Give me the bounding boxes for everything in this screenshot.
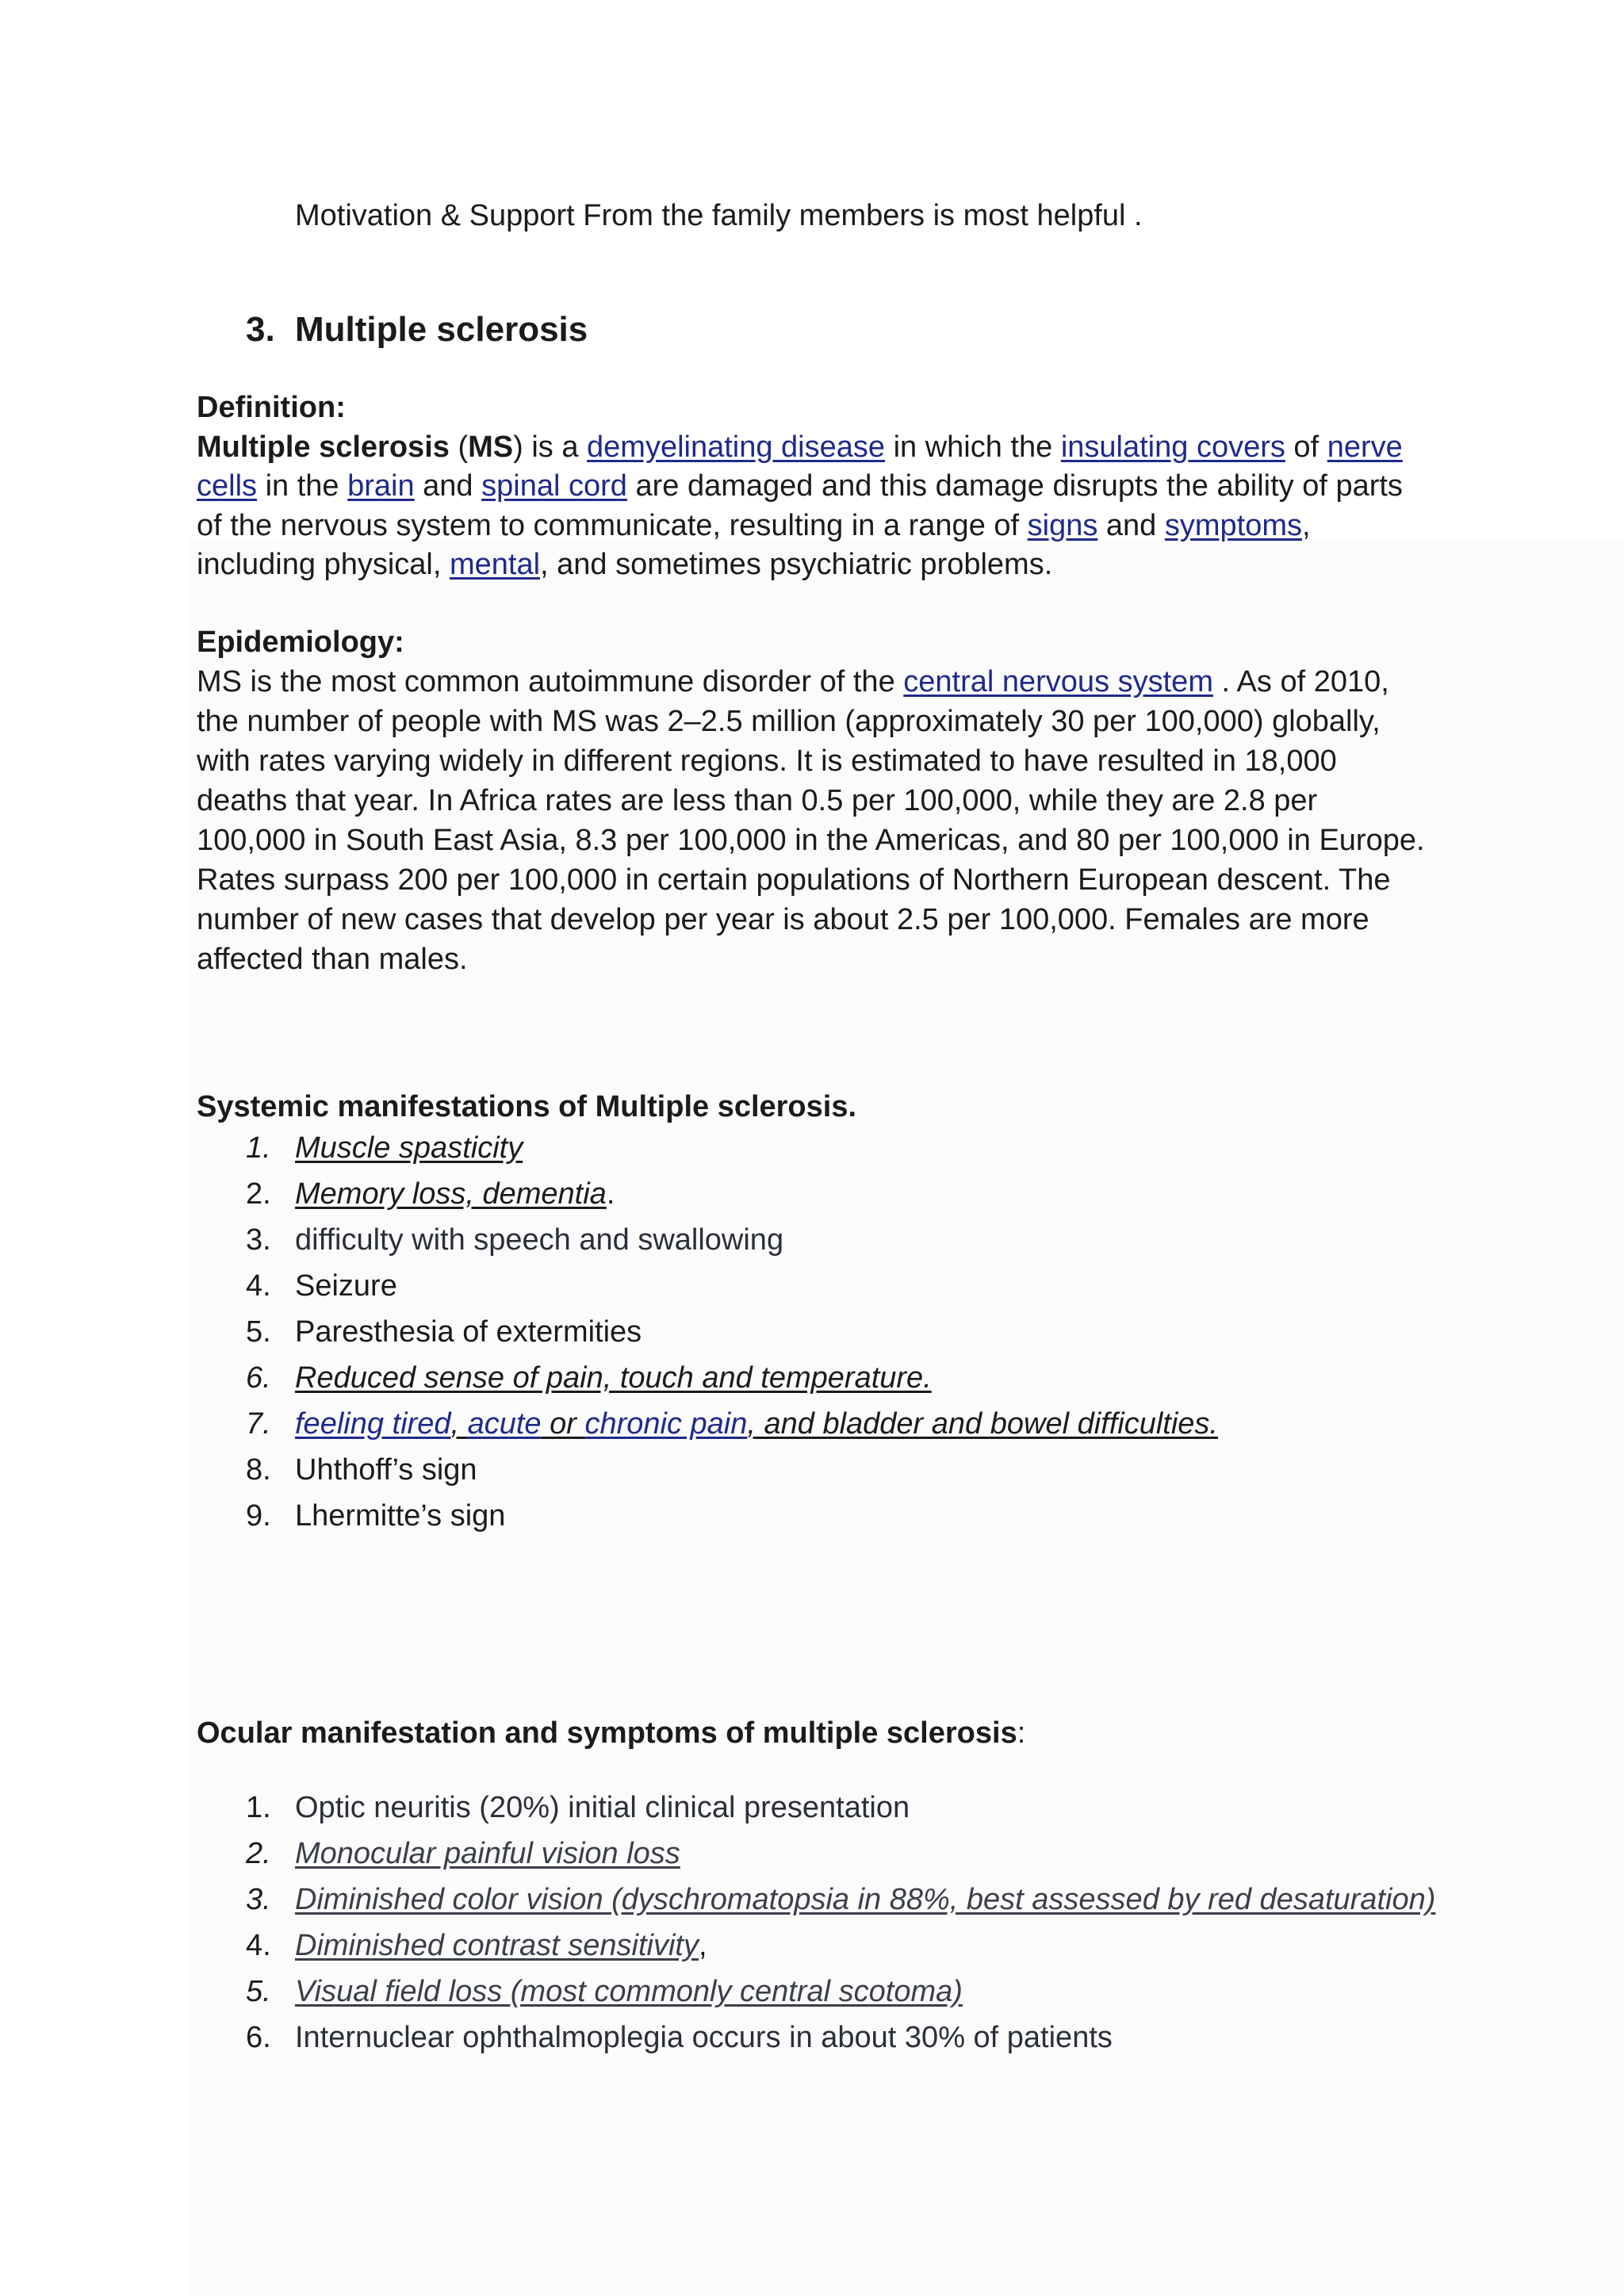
definition-text: ,: [1302, 509, 1311, 542]
epidemiology-heading: Epidemiology:: [197, 626, 404, 659]
list-text: Visual field loss (most commonly central scotoma): [295, 1975, 963, 2008]
definition-text: in which the: [885, 430, 1061, 464]
definition-abbr: MS: [468, 430, 514, 464]
list-number: 4.: [246, 1269, 271, 1303]
list-number: 2.: [246, 1177, 271, 1211]
link-demyelinating-disease[interactable]: demyelinating disease: [587, 430, 886, 464]
list-item: [246, 1451, 477, 1489]
definition-line-3: [197, 507, 1311, 545]
list-item: [246, 1267, 397, 1305]
motivation-text: Motivation & Support From the family members is most helpful .: [295, 199, 1143, 232]
list-text: Muscle spasticity: [295, 1131, 523, 1165]
list-number: 1.: [246, 1131, 271, 1165]
definition-text: , and sometimes psychiatric problems.: [540, 548, 1053, 581]
list-text: Paresthesia of extermities: [295, 1315, 642, 1349]
epidemiology-line-4: deaths that year. In Africa rates are less than 0.5 per 100,000, while they are 2.8 per: [197, 784, 1318, 817]
epidemiology-line-6: Rates surpass 200 per 100,000 in certain populations of Northern European descent. The: [197, 863, 1391, 897]
definition-text: in the: [257, 469, 348, 503]
definition-term: Multiple sclerosis: [197, 430, 450, 464]
ocular-heading: [197, 1714, 1025, 1752]
list-text: Monocular painful vision loss: [295, 1837, 680, 1870]
definition-text: of: [1285, 430, 1327, 464]
definition-text: ) is a: [513, 430, 588, 464]
epidemiology-line-2: the number of people with MS was 2–2.5 million (approximately 30 per 100,000) globally,: [197, 705, 1381, 738]
list-text-suffix: .: [606, 1177, 615, 1211]
list-item: [246, 1973, 963, 2011]
epidemiology-line-3: with rates varying widely in different regions. It is estimated to have resulted in 18,000: [197, 744, 1337, 778]
epidemiology-text: MS is the most common autoimmune disorder of the: [197, 665, 904, 698]
list-item: [246, 2019, 1113, 2057]
list-number: 6.: [246, 2021, 271, 2054]
ocular-heading-text: Ocular manifestation and symptoms of multiple sclerosis: [197, 1716, 1017, 1750]
link-central-nervous-system[interactable]: central nervous system: [903, 665, 1213, 698]
ocular-heading-colon: :: [1017, 1716, 1026, 1750]
link-nerve[interactable]: nerve: [1327, 430, 1403, 464]
list-number: 4.: [246, 1929, 271, 1962]
list-item: [246, 1497, 505, 1535]
definition-line-1: [197, 428, 1403, 466]
link-symptoms[interactable]: symptoms: [1164, 509, 1303, 542]
list-number: 3.: [246, 1223, 271, 1257]
link-chronic-pain[interactable]: chronic pain: [584, 1407, 748, 1441]
list-text: , and bladder and bowel difficulties.: [747, 1407, 1218, 1441]
definition-text: and: [414, 469, 482, 503]
definition-text: including physical,: [197, 548, 450, 581]
list-item: [246, 1789, 910, 1827]
epidemiology-text: . As of 2010,: [1212, 665, 1389, 698]
epidemiology-line-7: number of new cases that develop per year is about 2.5 per 100,000. Females are more: [197, 903, 1369, 936]
list-text: or: [541, 1407, 585, 1441]
list-number: 3.: [246, 1883, 271, 1916]
link-acute[interactable]: acute: [467, 1407, 542, 1441]
link-insulating-covers[interactable]: insulating covers: [1060, 430, 1285, 464]
list-text: Optic neuritis (20%) initial clinical presentation: [295, 1791, 910, 1824]
list-text-suffix: ,: [698, 1929, 707, 1962]
list-item: [246, 1129, 523, 1167]
epidemiology-line-5: 100,000 in South East Asia, 8.3 per 100,000 in the Americas, and 80 per 100,000 in Europe.: [197, 824, 1425, 857]
definition-text: (: [449, 430, 469, 464]
list-number: 5.: [246, 1975, 271, 2008]
section-number: 3.: [246, 310, 275, 349]
definition-text: and: [1097, 509, 1165, 542]
list-item: [246, 1881, 1435, 1919]
list-text: Diminished color vision (dyschromatopsia in 88%, best assessed by red desaturation): [295, 1883, 1436, 1916]
list-text: Diminished contrast sensitivity: [295, 1929, 699, 1962]
list-number: 1.: [246, 1791, 271, 1824]
list-item: [246, 1405, 1218, 1443]
link-feeling-tired[interactable]: feeling tired: [295, 1407, 451, 1441]
list-text: Reduced sense of pain, touch and temperature.: [295, 1361, 932, 1395]
list-text: Seizure: [295, 1269, 397, 1303]
link-brain[interactable]: brain: [347, 469, 415, 503]
list-text: Uhthoff’s sign: [295, 1453, 477, 1487]
link-cells[interactable]: cells: [197, 469, 258, 503]
list-text: Memory loss, dementia: [295, 1177, 607, 1211]
list-item: [246, 1835, 680, 1873]
link-mental[interactable]: mental: [449, 548, 541, 581]
list-number: 8.: [246, 1453, 271, 1487]
epidemiology-line-8: affected than males.: [197, 943, 468, 976]
link-signs[interactable]: signs: [1027, 509, 1098, 542]
list-text: difficulty with speech and swallowing: [295, 1223, 784, 1257]
list-text: Lhermitte’s sign: [295, 1499, 506, 1533]
definition-heading: Definition:: [197, 391, 346, 424]
list-number: 7.: [246, 1407, 271, 1441]
list-text: Internuclear ophthalmoplegia occurs in about 30% of patients: [295, 2021, 1113, 2054]
link-spinal-cord[interactable]: spinal cord: [481, 469, 627, 503]
list-number: 6.: [246, 1361, 271, 1395]
epidemiology-line-1: [197, 663, 1389, 701]
definition-line-4: [197, 545, 1052, 584]
list-item: [246, 1359, 932, 1397]
definition-text: are damaged and this damage disrupts the ability of parts: [626, 469, 1403, 503]
definition-text: of the nervous system to communicate, resulting in a range of: [197, 509, 1028, 542]
list-number: 9.: [246, 1499, 271, 1533]
list-text: ,: [450, 1407, 468, 1441]
list-number: 2.: [246, 1837, 271, 1870]
section-heading: [246, 311, 588, 349]
list-item: [246, 1927, 707, 1965]
list-item: [246, 1313, 642, 1351]
definition-line-2: [197, 467, 1403, 505]
list-number: 5.: [246, 1315, 271, 1349]
list-item: [246, 1175, 615, 1213]
section-title: Multiple sclerosis: [295, 310, 588, 349]
systemic-heading: Systemic manifestations of Multiple sclerosis.: [197, 1090, 857, 1123]
list-item: [246, 1221, 783, 1259]
